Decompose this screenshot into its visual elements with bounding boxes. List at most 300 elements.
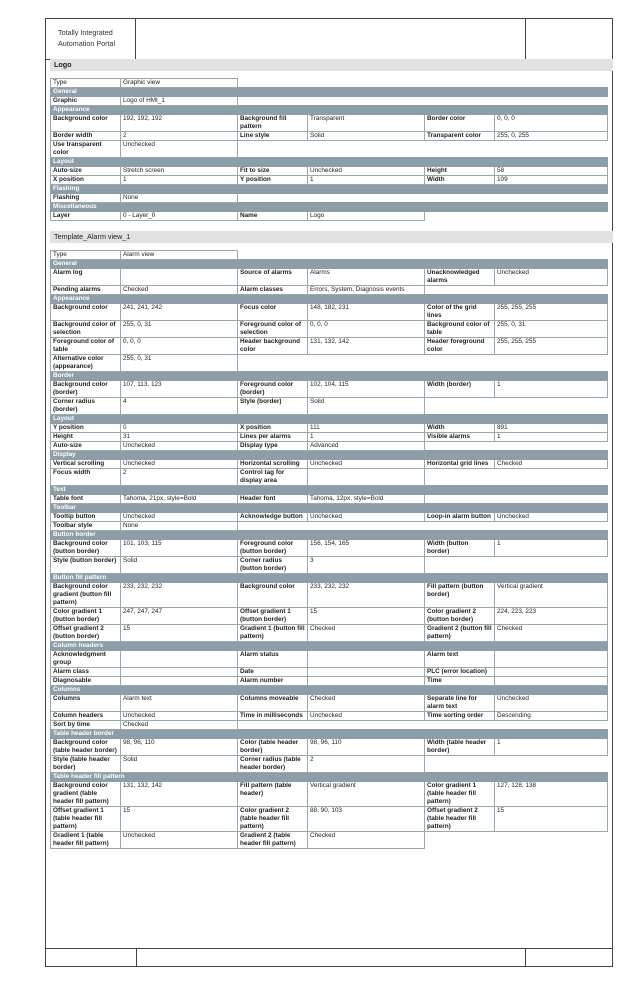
property-label: Gradient 1 (table header fill pattern) [51,832,121,849]
property-value: 0, 0, 0 [495,115,608,132]
property-row [51,608,608,625]
group-name: Layout [51,158,608,167]
empty-cell [495,355,608,372]
empty-cell [495,522,608,531]
property-value: 15 [121,807,238,832]
property-label: Vertical scrolling [51,460,121,469]
property-label: Acknowledgment group [51,651,121,668]
property-value: 255, 255, 255 [495,304,608,321]
property-value: Unchecked [121,460,238,469]
property-value: Unchecked [495,269,608,286]
property-row [51,522,608,531]
empty-cell [425,442,495,451]
property-row [51,176,608,185]
property-label: Foreground color of table [51,338,121,355]
property-value: Checked [495,460,608,469]
property-label: PLC (error location) [425,668,495,677]
group-name: Appearance [51,295,608,304]
group-header [51,486,608,495]
property-label: Background color of selection [51,321,121,338]
empty-cell [425,251,495,260]
section-title: Logo [50,59,613,71]
type-row [51,79,608,88]
property-label: Background color (border) [51,381,121,398]
property-label: Background color (button border) [51,540,121,557]
empty-cell [495,194,608,203]
property-value [121,269,238,286]
property-label: Loop-in alarm button [425,513,495,522]
property-value: 247, 247, 247 [121,608,238,625]
property-value: Unchecked [121,832,238,849]
empty-cell [238,251,308,260]
property-value [308,677,425,686]
property-label: Alarm log [51,269,121,286]
group-header [51,106,608,115]
property-label: Width [425,176,495,185]
property-value: Unchecked [121,442,238,451]
property-label: Height [425,167,495,176]
property-value: 1 [495,433,608,442]
property-label: Color gradient 2 (table header fill pattern) [238,807,308,832]
property-row [51,355,608,372]
empty-cell [308,355,425,372]
type-row [51,251,608,260]
property-label: Width [425,424,495,433]
property-row [51,756,608,773]
property-value: Solid [308,132,425,141]
group-name: Button fill pattern [51,574,608,583]
group-header [51,415,608,424]
empty-cell [238,522,308,531]
property-label: Alarm status [238,651,308,668]
report-content [50,59,613,849]
property-label: Separate line for alarm text [425,695,495,712]
property-row [51,167,608,176]
property-label: Visible alarms [425,433,495,442]
property-value: Stretch screen [121,167,238,176]
group-header [51,185,608,194]
property-value: 111 [308,424,425,433]
property-value: Checked [121,721,238,730]
property-label: Background fill pattern [238,115,308,132]
property-row [51,677,608,686]
property-label: Flashing [51,194,121,203]
group-header [51,203,608,212]
property-row [51,97,608,106]
property-value: 4 [121,398,238,415]
empty-cell [425,522,495,531]
property-value: Solid [121,756,238,773]
property-label: Corner radius (table header border) [238,756,308,773]
property-label: Color gradient 1 (table header fill pattern) [425,782,495,807]
property-value: Checked [121,286,238,295]
empty-cell [495,756,608,773]
property-value: Unchecked [121,513,238,522]
empty-cell [308,97,425,106]
property-label: Diagnosable [51,677,121,686]
empty-cell [495,251,608,260]
property-value: 15 [121,625,238,642]
property-value: Unchecked [308,167,425,176]
property-label: Unacknowledged alarms [425,269,495,286]
property-row [51,141,608,158]
property-value: 148, 182, 231 [308,304,425,321]
property-label: Offset gradient 2 (table header fill pattern) [425,807,495,832]
property-value: Unchecked [308,513,425,522]
property-table [50,250,608,849]
property-value [495,677,608,686]
empty-cell [238,97,308,106]
property-label: Layer [51,212,121,221]
property-label: Control tag for display area [238,469,308,486]
property-row [51,212,608,221]
footer-divider-right [525,949,526,966]
property-value [308,651,425,668]
property-row [51,832,608,849]
property-value [308,469,425,486]
property-value [495,651,608,668]
property-label: Header background color [238,338,308,355]
property-label: Sort by time [51,721,121,730]
property-value: 156, 154, 165 [308,540,425,557]
property-value: 192, 192, 192 [121,115,238,132]
property-value [121,677,238,686]
property-label: Color (table header border) [238,739,308,756]
property-label: Time [425,677,495,686]
property-value: 2 [121,132,238,141]
property-row [51,540,608,557]
property-value: Unchecked [121,712,238,721]
property-label: Lines per alarms [238,433,308,442]
empty-cell [308,79,425,88]
empty-cell [495,97,608,106]
property-value: 255, 0, 255 [495,132,608,141]
property-label: Foreground color of selection [238,321,308,338]
property-row [51,712,608,721]
property-value: Logo [308,212,425,221]
empty-cell [308,141,425,158]
property-label: Columns moveable [238,695,308,712]
property-label: Width (border) [425,381,495,398]
property-value: 233, 232, 232 [121,583,238,608]
property-value: Checked [495,625,608,642]
property-label: Auto-size [51,167,121,176]
empty-cell [425,557,495,574]
property-value [308,668,425,677]
property-row [51,625,608,642]
property-label: Time in milliseconds [238,712,308,721]
property-value: Checked [308,625,425,642]
group-header [51,504,608,513]
property-label: Color gradient 1 (button border) [51,608,121,625]
property-row [51,695,608,712]
group-name: Appearance [51,106,608,115]
page-footer [46,948,612,966]
property-value: Graphic view [121,79,238,88]
property-row [51,721,608,730]
empty-cell [495,469,608,486]
empty-cell [495,557,608,574]
empty-cell [425,194,495,203]
group-header [51,642,608,651]
property-value: Vertical gradient [308,782,425,807]
property-value: Transparent [308,115,425,132]
property-label: Table font [51,495,121,504]
property-value: 15 [495,807,608,832]
group-header [51,158,608,167]
portal-title [46,19,136,59]
property-value: 88, 90, 103 [308,807,425,832]
property-label: Color of the grid lines [425,304,495,321]
property-value: Alarm view [121,251,238,260]
empty-cell [425,832,495,849]
empty-cell [425,141,495,158]
property-label: Header foreground color [425,338,495,355]
property-label: Alternative color (appearance) [51,355,121,372]
property-value: 0 - Layer_0 [121,212,238,221]
group-name: Miscellaneous [51,203,608,212]
property-value: None [121,194,238,203]
property-label: Background color [51,304,121,321]
property-row [51,304,608,321]
property-label: Use transparent color [51,141,121,158]
property-label: Name [238,212,308,221]
group-name: Border [51,372,608,381]
property-label: Focus color [238,304,308,321]
property-value: 1 [308,176,425,185]
property-row [51,338,608,355]
group-header [51,88,608,97]
property-row [51,557,608,574]
section-title: Template_Alarm view_1 [50,231,613,243]
property-value: 0, 0, 0 [121,338,238,355]
property-label: Line style [238,132,308,141]
property-label: Background color [51,115,121,132]
property-row [51,194,608,203]
property-value: Errors, System, Diagnosis events [308,286,425,295]
empty-cell [495,721,608,730]
group-name: Button border [51,531,608,540]
group-name: General [51,260,608,269]
property-row [51,321,608,338]
property-row [51,782,608,807]
group-name: Text [51,486,608,495]
group-header [51,260,608,269]
empty-cell [495,141,608,158]
footer-divider-left [136,949,137,966]
empty-cell [425,469,495,486]
empty-cell [308,522,425,531]
property-value: 107, 113, 123 [121,381,238,398]
property-label: Foreground color (border) [238,381,308,398]
property-row [51,398,608,415]
property-label: Columns [51,695,121,712]
property-label: Width (button border) [425,540,495,557]
property-label: Background color (table header border) [51,739,121,756]
property-value: Unchecked [308,712,425,721]
empty-cell [425,79,495,88]
property-label: Background color [238,583,308,608]
property-label: Width (table header border) [425,739,495,756]
property-label: Header font [238,495,308,504]
empty-cell [425,756,495,773]
property-value: 58 [495,167,608,176]
empty-cell [495,398,608,415]
empty-cell [425,286,495,295]
group-name: Flashing [51,185,608,194]
property-row [51,807,608,832]
empty-cell [495,495,608,504]
property-value: 0 [121,424,238,433]
group-header [51,372,608,381]
property-value: 255, 0, 31 [495,321,608,338]
property-label: Fit to size [238,167,308,176]
empty-cell [238,194,308,203]
property-value: 0, 0, 0 [308,321,425,338]
property-value: Alarm text [121,695,238,712]
property-label: Type [51,251,121,260]
empty-cell [495,212,608,221]
property-row [51,269,608,286]
group-header [51,531,608,540]
property-row [51,513,608,522]
property-value: 1 [495,540,608,557]
property-row [51,668,608,677]
empty-cell [495,79,608,88]
empty-cell [425,355,495,372]
property-value: Tahoma, 12px, style=Bold [308,495,425,504]
property-value: Unchecked [495,695,608,712]
property-value [495,668,608,677]
property-row [51,442,608,451]
group-name: Table header border [51,730,608,739]
property-label: Gradient 2 (button fill pattern) [425,625,495,642]
property-value: 127, 128, 138 [495,782,608,807]
property-value: 255, 255, 255 [495,338,608,355]
group-name: General [51,88,608,97]
property-value: 233, 232, 232 [308,583,425,608]
property-value: Alarms [308,269,425,286]
property-value: 15 [308,608,425,625]
property-label: Alarm class [51,668,121,677]
property-value: Solid [121,557,238,574]
property-value: 98, 96, 110 [121,739,238,756]
property-label: Date [238,668,308,677]
property-value: Vertical gradient [495,583,608,608]
property-label: Horizontal scrolling [238,460,308,469]
property-label: Gradient 1 (button fill pattern) [238,625,308,642]
property-label: Graphic [51,97,121,106]
property-value: Unchecked [121,141,238,158]
group-name: Display [51,451,608,460]
property-table [50,78,608,221]
property-value: None [121,522,238,531]
property-label: Alarm classes [238,286,308,295]
property-value: 224, 223, 223 [495,608,608,625]
property-label: Gradient 2 (table header fill pattern) [238,832,308,849]
property-label: Auto-size [51,442,121,451]
page-header [46,19,612,60]
property-label: Y position [238,176,308,185]
property-value: 1 [308,433,425,442]
group-header [51,451,608,460]
property-label: Foreground color (button border) [238,540,308,557]
header-divider [525,19,526,59]
property-label: Alarm text [425,651,495,668]
property-row [51,495,608,504]
property-value [121,668,238,677]
property-value: 109 [495,176,608,185]
property-label: Background color gradient (table header fill pattern) [51,782,121,807]
group-header [51,295,608,304]
property-label: Display type [238,442,308,451]
empty-cell [238,141,308,158]
property-row [51,132,608,141]
property-label: Border width [51,132,121,141]
property-label: Type [51,79,121,88]
empty-cell [425,212,495,221]
portal-title-line1: Totally Integrated [58,28,113,37]
property-value: 891 [495,424,608,433]
property-value: 3 [308,557,425,574]
group-name: Table header fill pattern [51,773,608,782]
property-label: Offset gradient 1 (button border) [238,608,308,625]
property-label: Toolbar style [51,522,121,531]
property-value: 102, 104, 115 [308,381,425,398]
property-label: Transparent color [425,132,495,141]
empty-cell [308,721,425,730]
portal-title-line2: Automation Portal [58,39,116,48]
empty-cell [238,721,308,730]
property-value: Unchecked [308,460,425,469]
property-label: Style (table header border) [51,756,121,773]
property-value: 255, 0, 31 [121,355,238,372]
property-row [51,583,608,608]
property-value: 2 [121,469,238,486]
property-label: Acknowledge button [238,513,308,522]
property-row [51,469,608,486]
property-value: 1 [495,381,608,398]
property-label: X position [51,176,121,185]
property-value: 2 [308,756,425,773]
property-value: 31 [121,433,238,442]
property-label: Style (border) [238,398,308,415]
property-label: Offset gradient 1 (table header fill pattern) [51,807,121,832]
property-value: 1 [495,739,608,756]
empty-cell [425,495,495,504]
property-value: 101, 103, 115 [121,540,238,557]
property-value: Solid [308,398,425,415]
empty-cell [308,194,425,203]
empty-cell [308,251,425,260]
empty-cell [425,398,495,415]
property-row [51,115,608,132]
property-row [51,739,608,756]
property-label: Tooltip button [51,513,121,522]
group-header [51,773,608,782]
property-label: Height [51,433,121,442]
property-label: Time sorting order [425,712,495,721]
property-value: Checked [308,832,425,849]
property-label: Corner radius (button border) [238,557,308,574]
property-label: X position [238,424,308,433]
property-label: Pending alarms [51,286,121,295]
group-name: Layout [51,415,608,424]
property-label: Column headers [51,712,121,721]
property-value: 98, 96, 110 [308,739,425,756]
group-name: Column headers [51,642,608,651]
property-label: Fill pattern (table header) [238,782,308,807]
